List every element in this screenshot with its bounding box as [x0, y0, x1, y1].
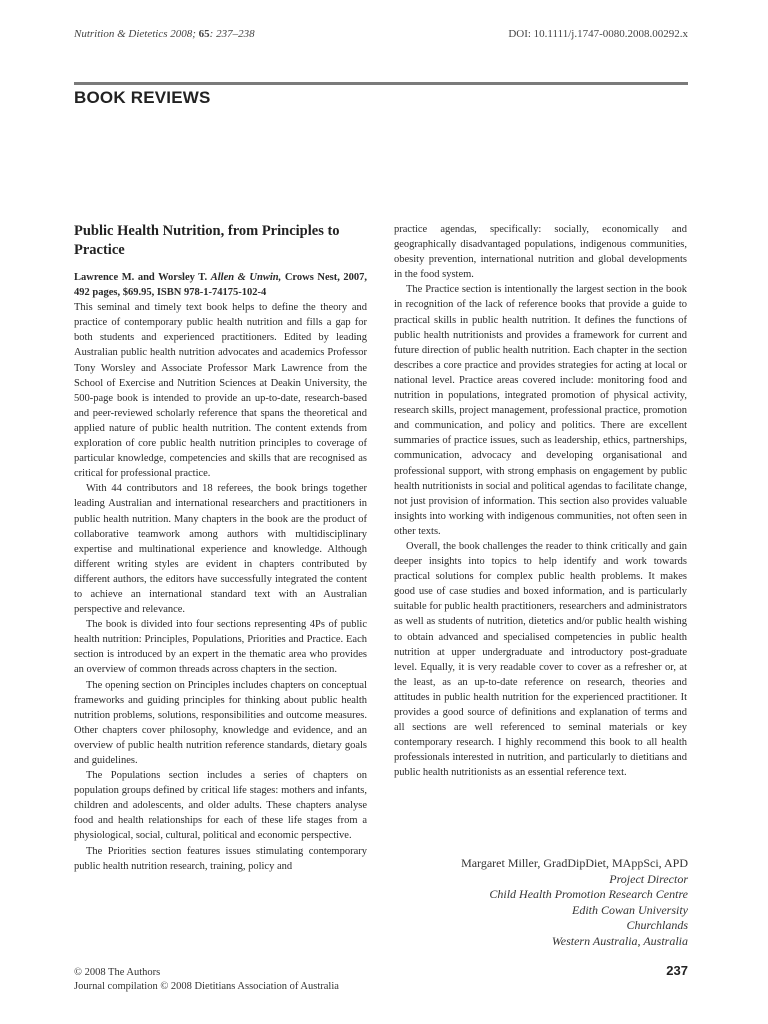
- paragraph: practice agendas, specifically: socially, economically and geographically disadvantaged populations, indigenous communities, obesity prevention, international nutrition and global developments in the food system.: [394, 224, 687, 281]
- reviewer-city: Churchlands: [626, 918, 688, 933]
- paragraph: This seminal and timely text book helps to define the theory and practice of contemporary public health nutrition and fills a gap for both students and experienced practitioners. Edited by leading Australian public health nutrition advocates and academics Professor Tony Worsley and Associate Professor Mark Lawrence from the School of Exercise and Nutrition Sciences at Deakin University, the 500-page book is intended to provide an up-to-date, research-based and peer-reviewed scholarly reference that spans the theoretical and applied nature of public health nutrition. The content extends from exploration of core public health nutrition principles to coverage of particular knowledge, competencies and skills that are recognised as critical for professional practice.: [74, 302, 367, 480]
- paragraph: The Practice section is intentionally the largest section in the book in recognition of the lack of reference books that provide a guide to practical skills in public health nutrition. It defines the functions of public health nutritionists and provides a framework for current and future direction of public health nutrition. Each chapter in the section describes a core practice and provides strategies for acting at local or national level. Practice areas covered include: monitoring food and nutrition in populations, integrated promotion of physical activity, research skills, project management, professional practice, promotion and communication, and policy and politics. There are excellent summaries of practice issues, such as leadership, ethics, partnerships, communication, advocacy and developing organisational and professional support, with strong emphasis on engagement by public health nutritionists in social and political agendas to facilitate change, not just provision of information. This section also provides valuable insights into working with indigenous communities, not often seen in other texts.: [394, 284, 687, 537]
- reviewer-university: Edith Cowan University: [572, 902, 688, 917]
- right-column: [394, 222, 687, 780]
- paragraph: The book is divided into four sections representing 4Ps of public health nutrition: Principles, Populations, Priorities and Practice. Each section is introduced by an expert in the thematic area who provides an overview of common threads across chapters in the section.: [74, 619, 367, 676]
- reviewer-name: Margaret Miller, GradDipDiet, MAppSci, APD: [461, 856, 688, 870]
- doi: DOI: 10.1111/j.1747-0080.2008.00292.x: [508, 28, 688, 40]
- header-rule: [74, 82, 688, 85]
- running-head: [74, 28, 688, 40]
- paragraph: The Priorities section features issues stimulating contemporary public health nutrition research, training, policy and: [74, 845, 367, 872]
- reviewer-role: Project Director: [609, 871, 688, 886]
- paragraph: With 44 contributors and 18 referees, the book brings together leading Australian and international researchers and practitioners in public health nutrition. Many chapters in the book are the product of collaborative teamwork among authors with multidisciplinary expertise and multinational experience and knowledge. Although different writing styles are evident in chapters contributed by different authors, the editors have successfully integrated the content to achieve an international standard text with an Australian perspective and relevance.: [74, 483, 367, 616]
- section-title: BOOK REVIEWS: [74, 88, 211, 107]
- page-footer: [74, 966, 339, 994]
- review-title: Public Health Nutrition, from Principles to Practice: [74, 223, 340, 258]
- reviewer-signature: [461, 856, 688, 950]
- left-column: [74, 222, 367, 874]
- paragraph: The opening section on Principles includes chapters on conceptual frameworks and guiding principles for thinking about public health nutrition problems, solutions, responsibilities and outcome measures. Other chapters cover philosophy, knowledge and evidence, and an overview of public health nutrition reference standards, dietary goals and guidelines.: [74, 679, 367, 766]
- journal-citation: Nutrition & Dietetics 2008; 65: 237–238: [74, 28, 255, 40]
- reviewer-organisation: Child Health Promotion Research Centre: [489, 887, 688, 902]
- page-number: 237: [666, 963, 688, 978]
- paragraph: Overall, the book challenges the reader to think critically and gain deeper insights into topics to help identify and work towards practical solutions for complex public health problems. It makes good use of case studies and boxed information, and is particularly suitable for public health practitioners, researchers and administrators as well as students of nutrition, dietetics and/or public health wishing to obtain advanced and specialised competencies in public health nutrition at upper undergraduate and introductory post-graduate level. Equally, it is very readable cover to cover as a refresher or, at the least, as an up-to-date reference on research, theories and attitudes in public health nutrition for the experienced practitioner. It provides a good source of definitions and explanation of terms and all sections are well referenced to seminal materials or key contemporary research. I highly recommend this book to all health professionals interested in nutrition, and particularly to dietitians and public health nutritionists as an essential reference text.: [394, 540, 687, 779]
- copyright: © 2008 The Authors: [74, 967, 161, 978]
- paragraph: The Populations section includes a series of chapters on population groups defined by critical life stages: mothers and infants, children and adolescents, and older adults. These chapters analyse food and health relationships for each of these life stages from a physiological, social, cultural, political and economic perspective.: [74, 770, 367, 842]
- reviewer-region: Western Australia, Australia: [551, 933, 688, 948]
- journal-compilation: Journal compilation © 2008 Dietitians Association of Australia: [74, 981, 339, 992]
- book-citation: Lawrence M. and Worsley T. Allen & Unwin, Crows Nest, 2007, 492 pages, $69.95, ISBN 978-1-74175-102-4: [74, 272, 368, 299]
